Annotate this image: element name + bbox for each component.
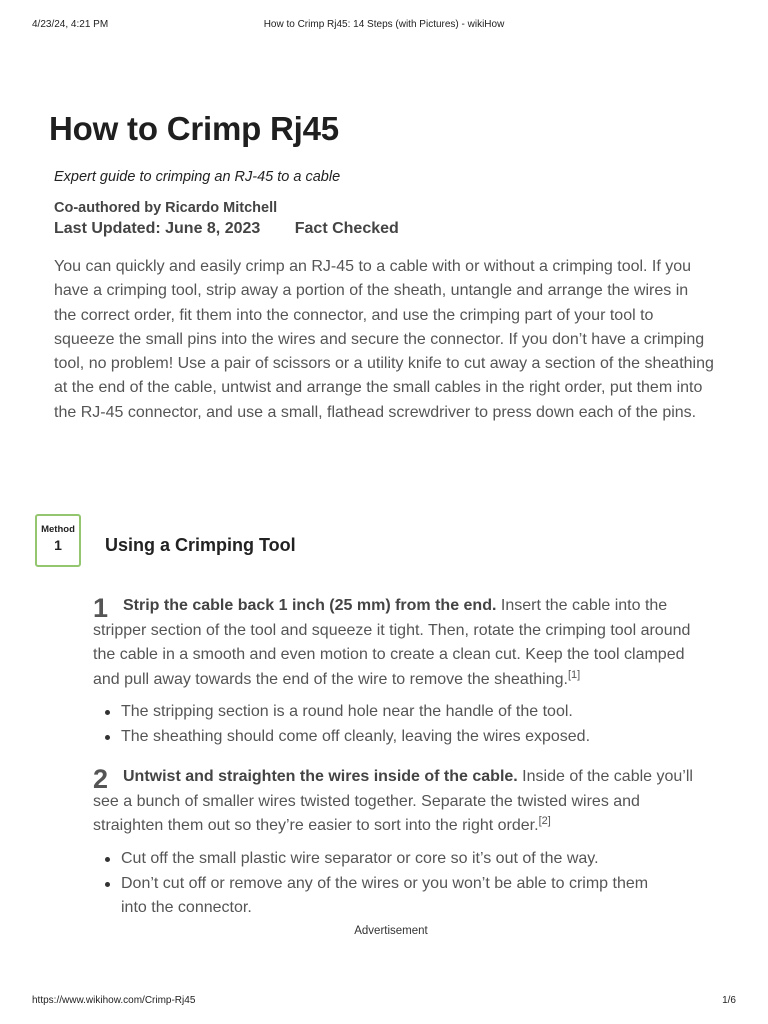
method-number: 1: [54, 537, 62, 553]
step-2-tips: [103, 847, 673, 921]
last-updated: Last Updated: June 8, 2023: [54, 220, 261, 237]
step-number: 1: [93, 593, 109, 623]
tip-item: The sheathing should come off cleanly, leaving the wires exposed.: [103, 725, 673, 750]
reference-link[interactable]: [2]: [538, 815, 551, 827]
print-page-title: How to Crimp Rj45: 14 Steps (with Pictures) - wikiHow: [263, 19, 505, 30]
step-2: [93, 765, 703, 839]
article-intro: You can quickly and easily crimp an RJ-45 to a cable with or without a crimping tool. If you have a crimping tool, strip away a portion of the sheath, untangle and arrange the wires in the correct order, fit them into the connector, and use the crimping part of your tool to squeeze the small pins into the wires and secure the connector. If you don’t have a crimping tool, no problem! Use a pair of scissors or a utility knife to cut away a section of the sheathing at the end of the cable, untwist and arrange the small cables in the right order, put them into the RJ-45 connector, and use a small, flathead screwdriver to press down each of the pins.: [54, 258, 714, 421]
advertisement-label: Advertisement: [354, 925, 428, 937]
print-datetime: 4/23/24, 4:21 PM: [32, 19, 109, 30]
step-summary: Untwist and straighten the wires inside of the cable.: [123, 768, 518, 785]
tip-item: Cut off the small plastic wire separator or core so it’s out of the way.: [103, 847, 673, 872]
print-footer: [0, 995, 768, 1009]
method-badge: [35, 514, 81, 567]
step-summary: Strip the cable back 1 inch (25 mm) from the end.: [123, 597, 497, 614]
tip-item: The stripping section is a round hole near the handle of the tool.: [103, 700, 673, 725]
step-text: [93, 765, 703, 839]
article-title: How to Crimp Rj45: [49, 110, 339, 147]
step-description: Insert the cable into the stripper section of the tool and squeeze it tight. Then, rotate the crimping tool around the cable in a smooth and even motion to create a clean cut. Keep the tool clamped and pull away towards the end of the wire to remove the sheathing.: [93, 597, 691, 688]
method-title: Using a Crimping Tool: [105, 535, 296, 555]
reference-link[interactable]: [1]: [567, 668, 581, 681]
step-description: Inside of the cable you’ll see a bunch of smaller wires twisted together. Separate the twisted wires and straighten them out so they’re easier to sort into the right order.: [93, 768, 693, 834]
fact-checked-badge[interactable]: Fact Checked: [294, 220, 399, 237]
print-header: [0, 19, 768, 33]
print-page-number: 1/6: [722, 995, 736, 1006]
article-subtitle: Expert guide to crimping an RJ-45 to a cable: [54, 169, 341, 185]
article-meta: [54, 220, 399, 238]
method-label: Method: [41, 524, 75, 535]
step-text: [93, 594, 703, 692]
tip-item: Don’t cut off or remove any of the wires or you won’t be able to crimp them into the connector.: [103, 872, 673, 921]
step-1: [93, 594, 703, 692]
step-number: 2: [93, 764, 109, 794]
coauthor-link[interactable]: Co-authored by Ricardo Mitchell: [54, 200, 278, 216]
print-url[interactable]: https://www.wikihow.com/Crimp-Rj45: [32, 995, 196, 1006]
step-1-tips: [103, 700, 673, 749]
